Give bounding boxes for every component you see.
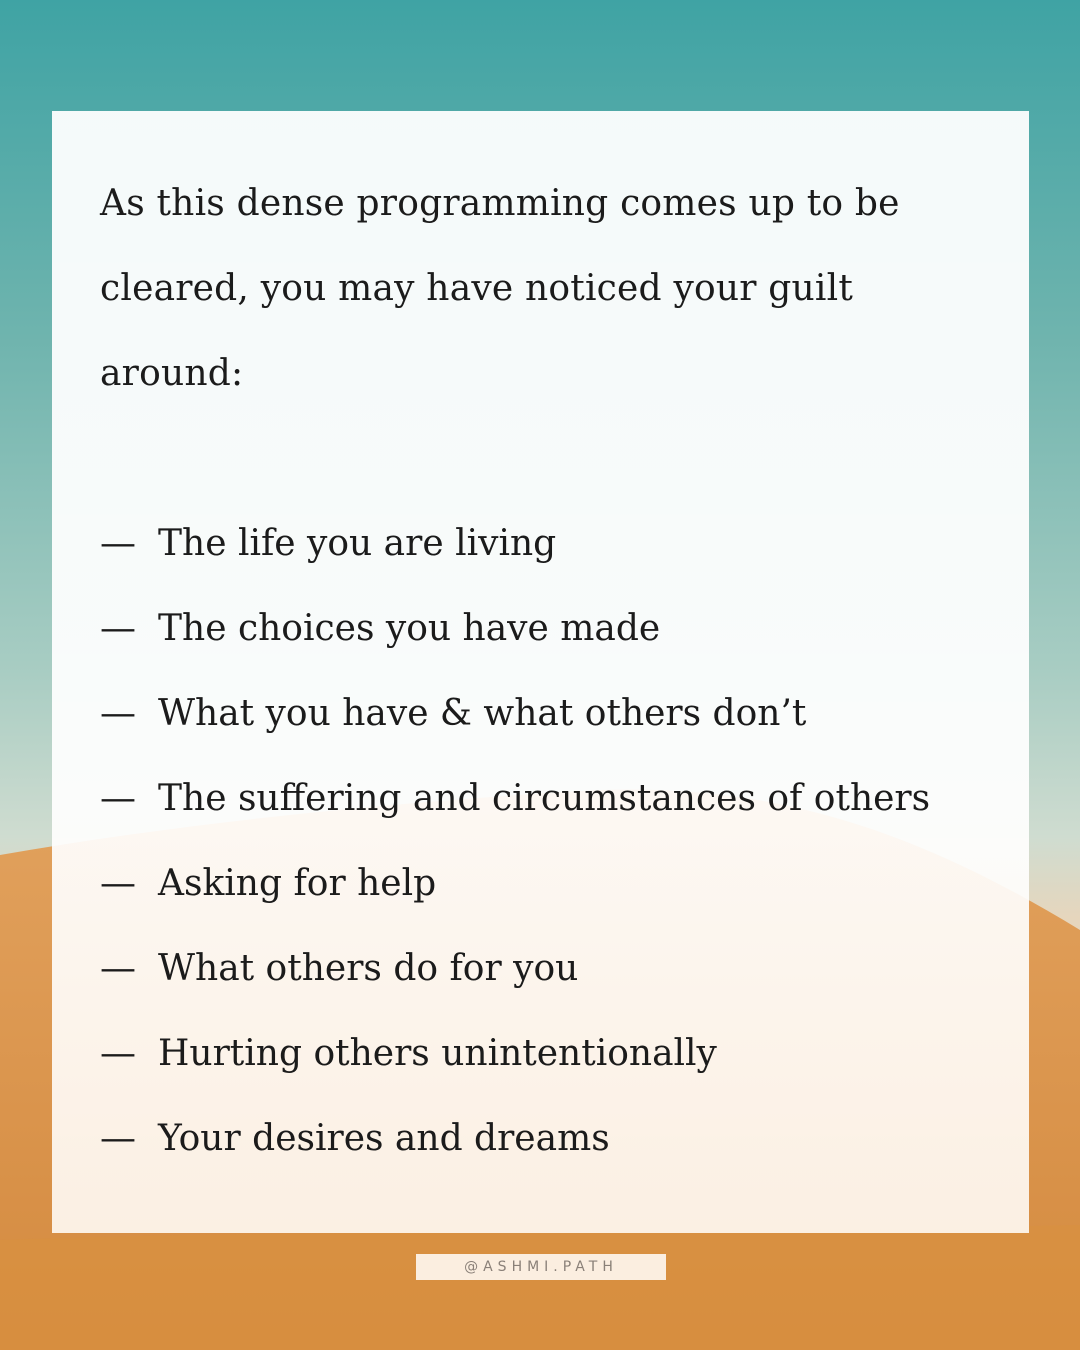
dash-bullet: — bbox=[100, 608, 136, 649]
dash-bullet: — bbox=[100, 523, 136, 564]
social-handle-label: @ASHMI.PATH bbox=[416, 1254, 666, 1280]
dash-bullet: — bbox=[100, 778, 136, 819]
list-item bbox=[100, 1096, 1020, 1181]
list-item bbox=[100, 671, 1020, 756]
dash-bullet: — bbox=[100, 1033, 136, 1074]
text-card bbox=[52, 111, 1029, 1233]
list-item bbox=[100, 756, 1020, 841]
intro-paragraph: As this dense programming comes up to be cleared, you may have noticed your guilt around: bbox=[100, 183, 900, 394]
dash-bullet: — bbox=[100, 693, 136, 734]
list-item-label: Your desires and dreams bbox=[158, 1118, 610, 1159]
list-item bbox=[100, 1011, 1020, 1096]
dash-bullet: — bbox=[100, 948, 136, 989]
list-item bbox=[100, 926, 1020, 1011]
list-item bbox=[100, 501, 1020, 586]
list-item-label: What others do for you bbox=[158, 948, 579, 989]
list-item-label: Hurting others unintentionally bbox=[158, 1033, 717, 1074]
dash-bullet: — bbox=[100, 863, 136, 904]
list-item-label: The life you are living bbox=[158, 523, 557, 564]
list-item-label: The choices you have made bbox=[158, 608, 661, 649]
list-item-label: Asking for help bbox=[158, 863, 437, 904]
list-item-label: The suffering and circumstances of others bbox=[158, 778, 931, 819]
guilt-list bbox=[100, 501, 1020, 1181]
list-item-label: What you have & what others don’t bbox=[158, 693, 807, 734]
dash-bullet: — bbox=[100, 1118, 136, 1159]
list-item bbox=[100, 586, 1020, 671]
list-item bbox=[100, 841, 1020, 926]
